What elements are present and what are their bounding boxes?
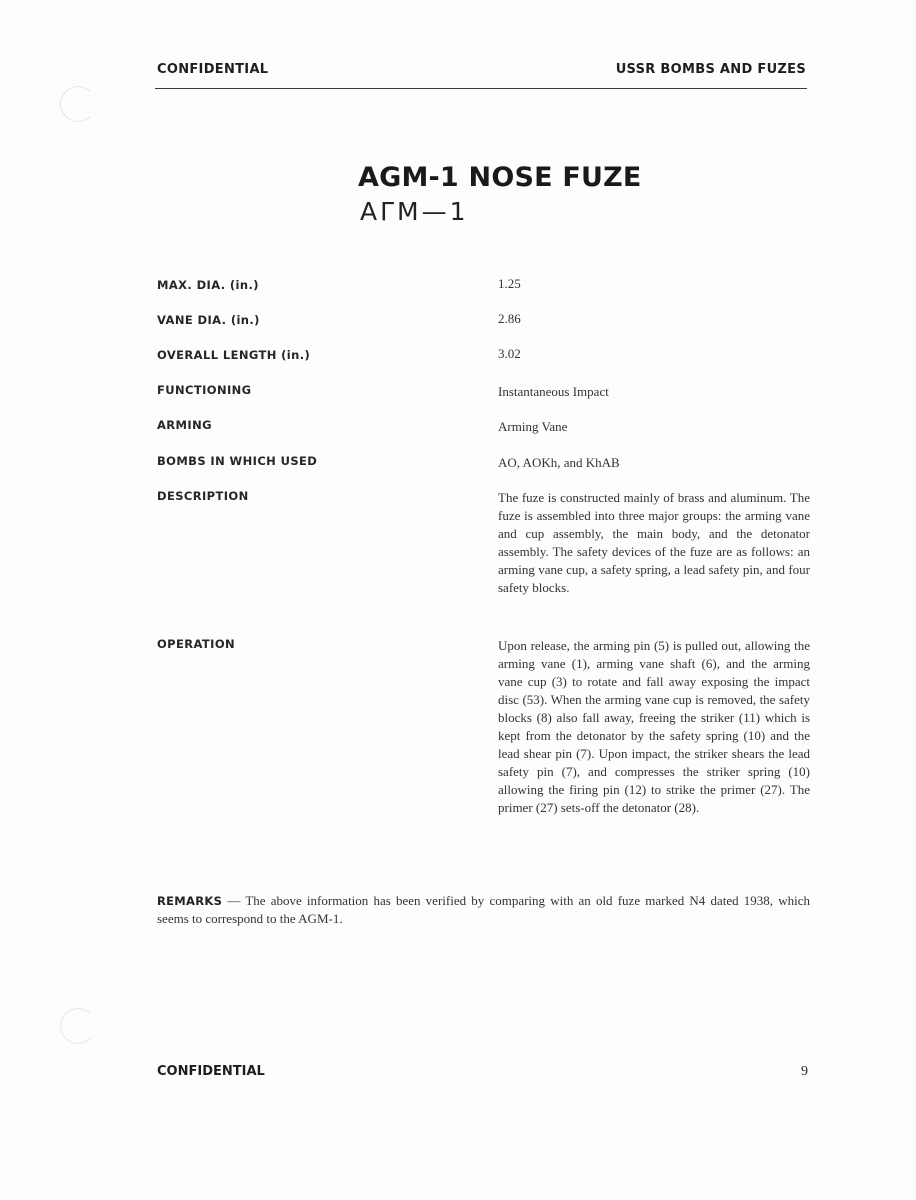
spec-label-functioning: FUNCTIONING: [157, 383, 252, 397]
operation-text: Upon release, the arming pin (5) is pulled out, allowing the arming vane (1), arming vane shaft (6), and the arming vane cup (3) to rotate and fall away exposing the impact disc (53). When the arming vane cup is removed, the safety blocks (8) also fall away, freeing the striker (11) which is kept from the detonator by the safety spring (10) and the lead shear pin (7). Upon impact, the striker shears the lead safety pin (7), and compresses the striker spring (10) allowing the firing pin (12) to strike the primer (27). The primer (27) sets-off the detonator (28).: [498, 638, 810, 815]
spec-value-overall-length: 3.02: [498, 346, 521, 361]
spec-label-arming: ARMING: [157, 418, 212, 432]
spec-value-arming: Arming Vane: [498, 419, 568, 434]
footer-classification: CONFIDENTIAL: [157, 1064, 265, 1079]
remarks-label: REMARKS: [157, 894, 223, 908]
spec-label-vane-dia: VANE DIA. (in.): [157, 313, 260, 327]
description-label: DESCRIPTION: [157, 489, 249, 503]
spec-label-max-dia: MAX. DIA. (in.): [157, 278, 259, 292]
remarks-text: — The above information has been verified by comparing with an old fuze marked N4 dated 1938, which seems to correspond to the AGM-1.: [157, 893, 810, 926]
page-number: 9: [801, 1064, 808, 1079]
header-rule: [155, 88, 807, 89]
spec-value-vane-dia: 2.86: [498, 311, 521, 326]
binder-hole-mark: [60, 86, 96, 122]
spec-value-bombs-used: AO, AOKh, and KhAB: [498, 455, 620, 470]
page-subtitle-cyrillic: AΓM—1: [360, 197, 469, 226]
header-section-title: USSR BOMBS AND FUZES: [615, 62, 806, 77]
spec-label-bombs-used: BOMBS IN WHICH USED: [157, 454, 318, 468]
description-text: The fuze is constructed mainly of brass and aluminum. The fuze is assembled into three major groups: the arming vane and cup assembly, the main body, and the detonator assembly. The safety devices of the fuze are as follows: an arming vane cup, a safety spring, a lead safety pin, and four safety blocks.: [498, 490, 810, 595]
binder-hole-mark: [60, 1008, 96, 1044]
header-classification: CONFIDENTIAL: [157, 62, 269, 77]
page-title: AGM-1 NOSE FUZE: [358, 162, 642, 193]
spec-value-functioning: Instantaneous Impact: [498, 384, 609, 399]
spec-value-max-dia: 1.25: [498, 276, 521, 291]
remarks-paragraph: [157, 892, 810, 928]
spec-label-overall-length: OVERALL LENGTH (in.): [157, 348, 311, 362]
operation-label: OPERATION: [157, 637, 236, 651]
